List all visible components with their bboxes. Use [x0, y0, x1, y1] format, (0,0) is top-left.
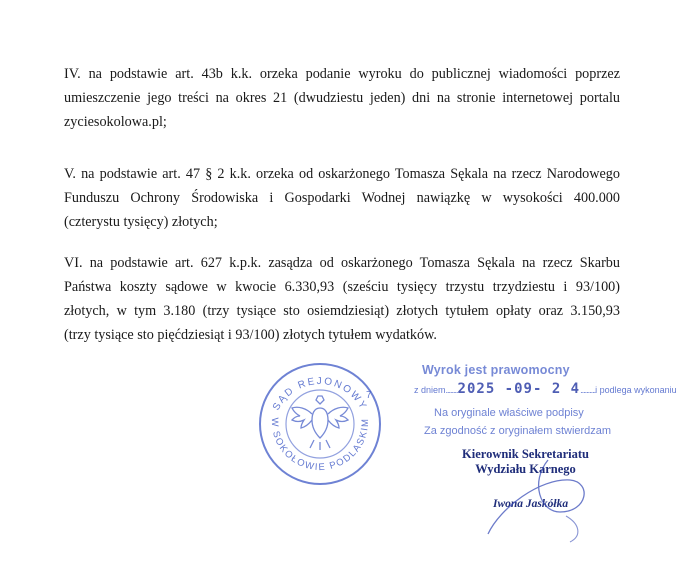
paragraph-line: złotych, w tym 3.180 (trzy tysiące sto osiemdziesiąt) złotych tytułem opłaty oraz 3.150,93	[64, 303, 620, 319]
signer-name: Iwona Jaskółka	[493, 498, 569, 510]
stamp-title: Wyrok jest prawomocny	[422, 363, 570, 377]
stamp-date-row	[414, 381, 677, 397]
stamp-line-signatures: Na oryginale właściwe podpisy	[434, 407, 584, 419]
officer-title-line1: Kierownik Sekretariatu	[462, 447, 589, 461]
stamp-line-conformity: Za zgodność z oryginałem stwierdzam	[424, 425, 612, 437]
paragraph-line: V. na podstawie art. 47 § 2 k.k. orzeka od oskarżonego Tomasza Sękala na rzecz Narodowego	[64, 166, 620, 182]
stamp-date-suffix: i podlega wykonaniu	[595, 385, 677, 395]
paragraph-v	[64, 162, 620, 234]
court-seal	[258, 362, 382, 486]
officer-title-line2: Wydziału Karnego	[475, 462, 576, 476]
paragraph-line: IV. na podstawie art. 43b k.k. orzeka podanie wyroku do publicznej wiadomości poprzez	[64, 66, 620, 82]
stamp-date: 2025 -09- 2 4	[457, 381, 581, 397]
paragraph-vi	[64, 251, 620, 347]
paragraph-line: (trzy tysiące sto pięćdziesiąt i 93/100) złotych tytułem wydatków.	[64, 327, 437, 343]
paragraph-line: (czterystu tysięcy) złotych;	[64, 214, 218, 230]
signature-stroke	[470, 452, 600, 548]
seal-bottom-text: W SOKOŁOWIE PODLASKIM	[268, 417, 372, 474]
stamp-dotted-line: ........	[445, 385, 458, 395]
paragraph-iv	[64, 62, 620, 134]
paragraph-line: Państwa koszty sądowe w kwocie 6.330,93 (sześciu tysięcy trzystu trzydziestu i 93/100)	[64, 279, 620, 295]
paragraph-line: VI. na podstawie art. 627 k.p.k. zasądza od oskarżonego Tomasza Sękala na rzecz Skarbu	[64, 255, 620, 271]
stamp-dotted-line: ..........	[580, 385, 596, 395]
paragraph-line: umieszczenie jego treści na okres 21 (dwudziestu jeden) dni na stronie internetowej portalu	[64, 90, 620, 106]
eagle-icon	[292, 396, 348, 450]
stamp-date-prefix: z dniem	[414, 385, 446, 395]
paragraph-line: zyciesokolowa.pl;	[64, 114, 167, 130]
seal-number: 7	[366, 390, 372, 401]
paragraph-line: Funduszu Ochrony Środowiska i Gospodarki Wodnej nawiązkę w wysokości 400.000	[64, 190, 620, 206]
seal-top-text: SĄD REJONOWY	[270, 375, 370, 413]
svg-text:SĄD REJONOWY	[271, 376, 369, 412]
